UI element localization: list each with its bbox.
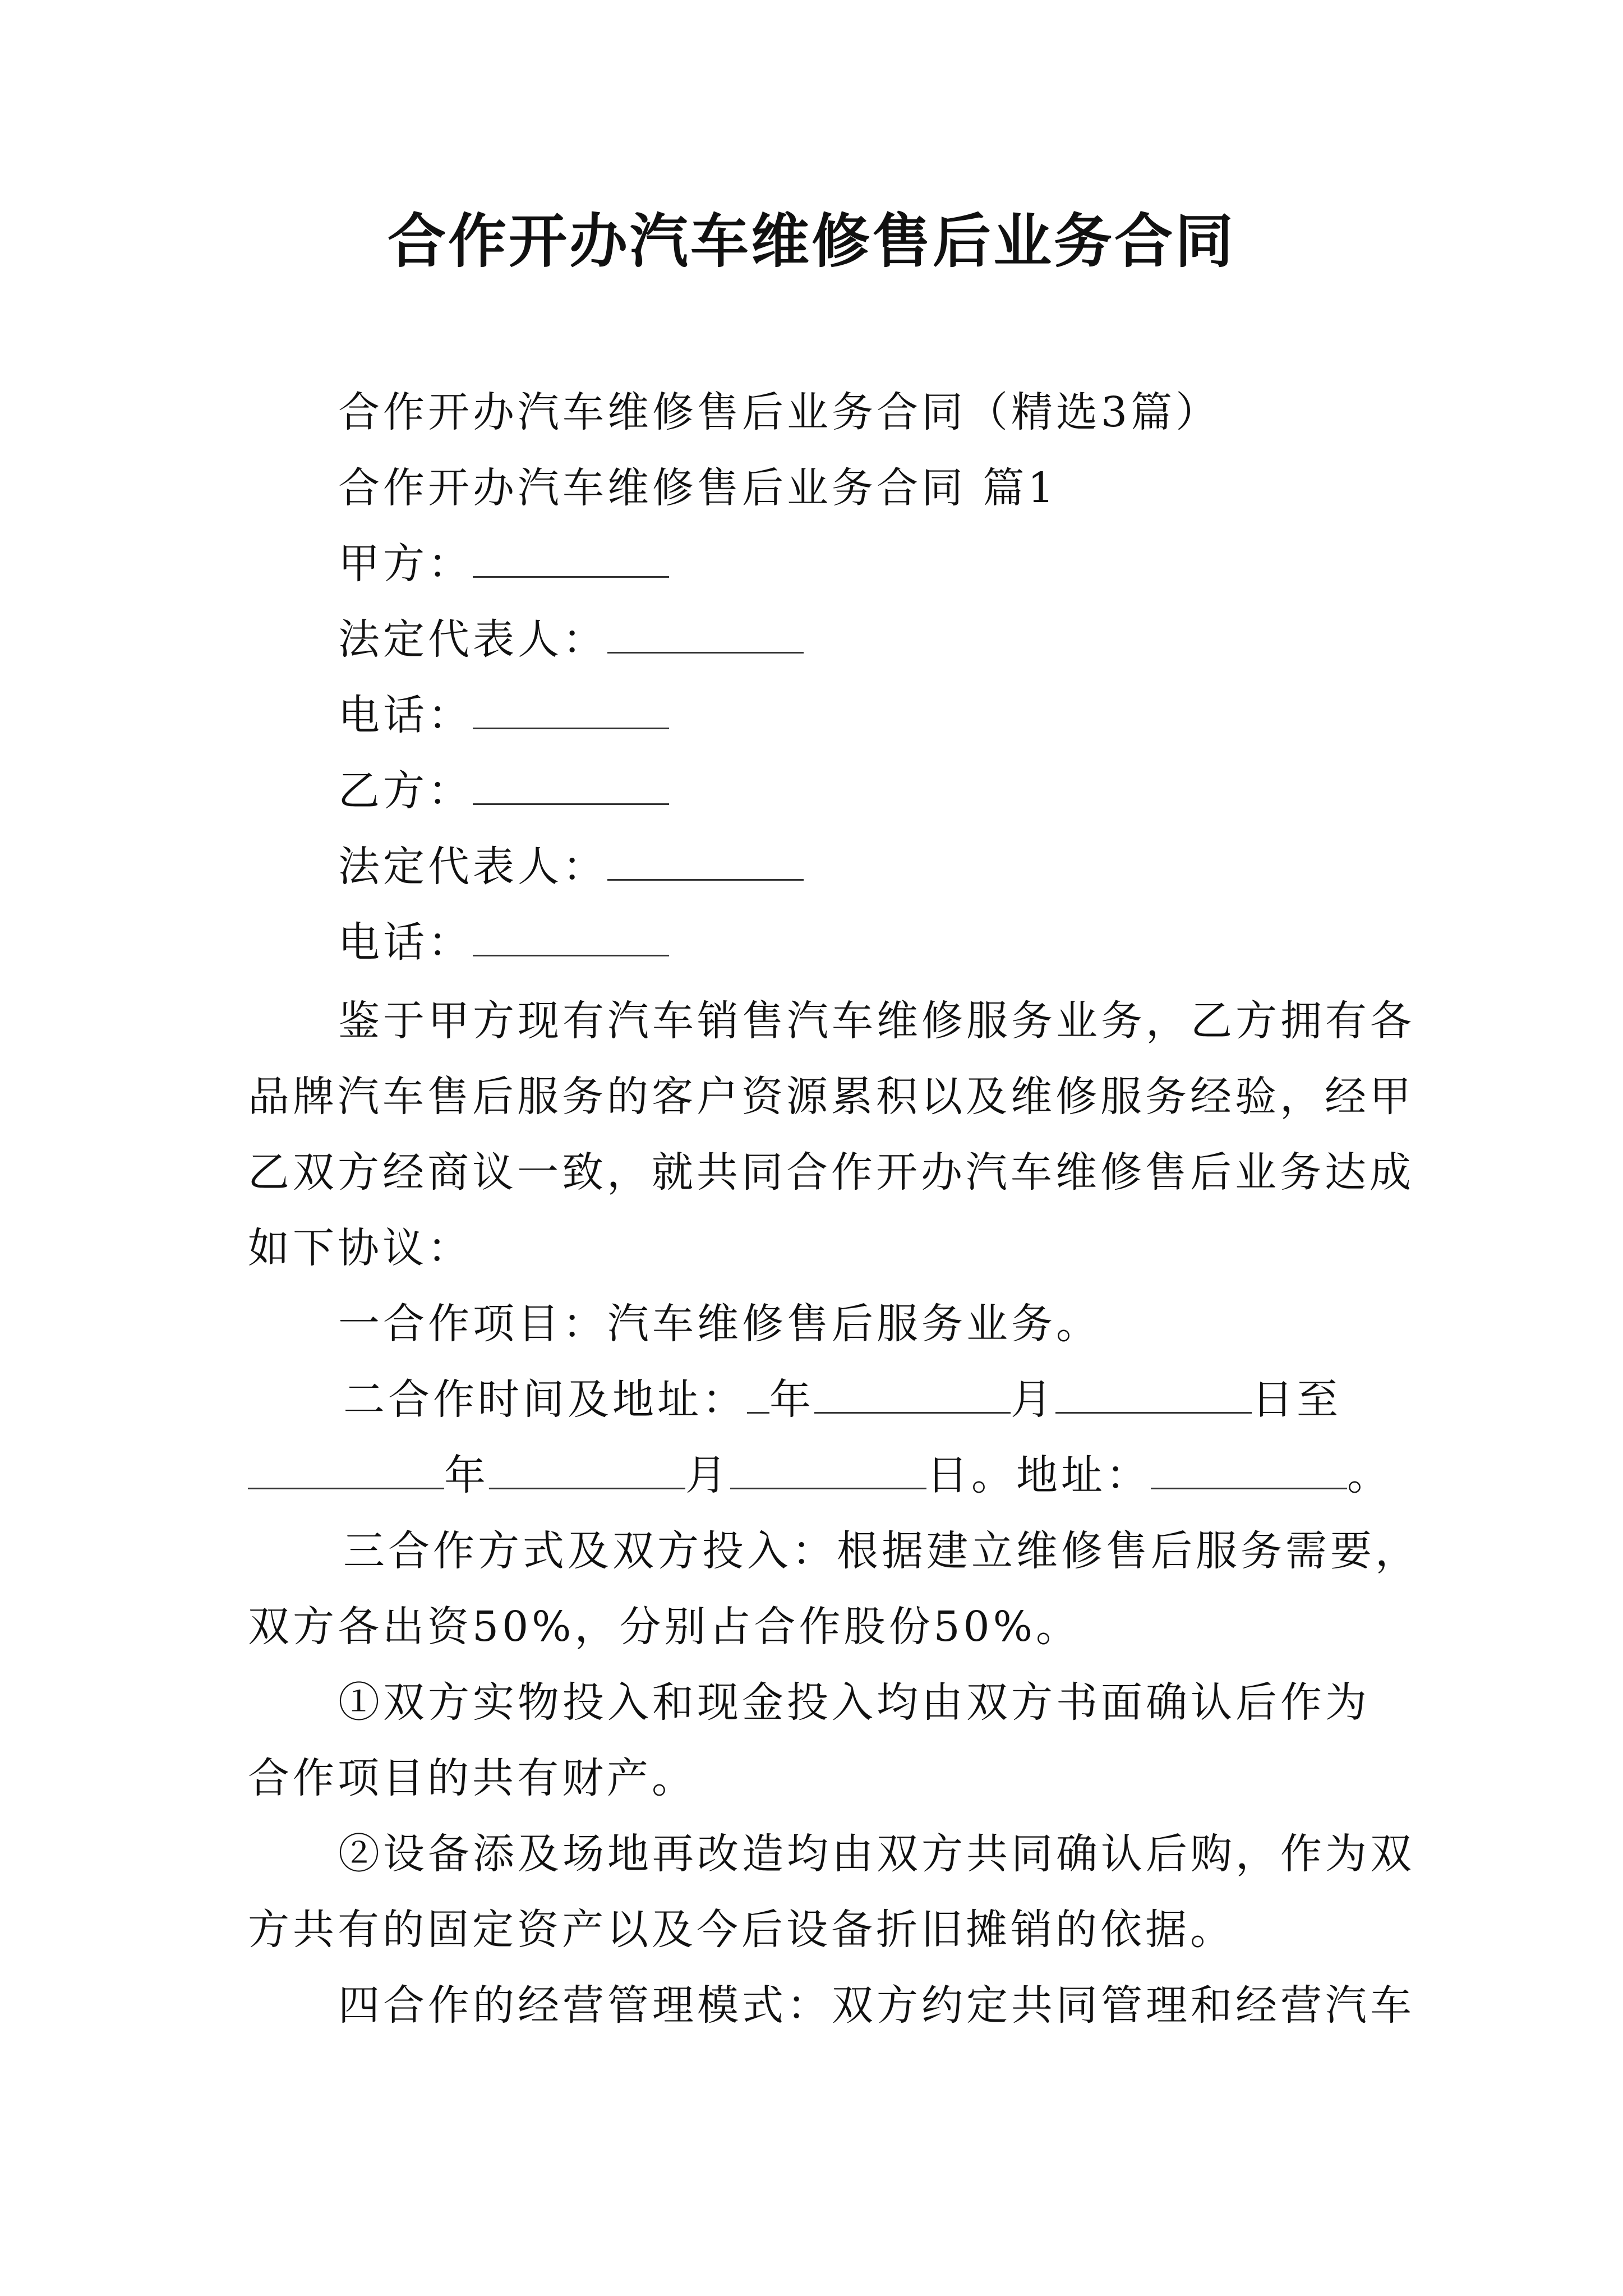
end-month-blank (489, 1448, 685, 1489)
year-blank (747, 1373, 769, 1414)
intro-line: 品牌汽车售后服务的客户资源累积以及维修服务经验，经甲 (248, 1073, 1414, 1121)
party-a-rep-blank (607, 613, 804, 654)
end-day-blank (730, 1448, 926, 1489)
end-day-label: 日。地址： (926, 1451, 1151, 1499)
clause-3-line: 双方各出资50%，分别占合作股份50%。 (248, 1603, 1081, 1651)
party-a-rep-field (338, 611, 804, 668)
party-b-phone-label: 电话： (338, 918, 473, 967)
clause-1: 一合作项目：汽车维修售后服务业务。 (338, 1300, 1101, 1348)
end-month-label: 月 (685, 1451, 730, 1499)
day-blank (1055, 1373, 1252, 1414)
intro-line: 如下协议： (248, 1224, 472, 1272)
clause-2-prefix: 二合作时间及地址： (343, 1375, 747, 1424)
party-a-phone-field (338, 687, 669, 743)
intro-line: 乙双方经商议一致，就共同合作开办汽车维修售后业务达成 (248, 1148, 1414, 1197)
clause-2-line-1 (343, 1372, 1341, 1428)
party-a-label: 甲方： (338, 540, 473, 588)
party-a-phone-label: 电话： (338, 691, 473, 739)
document-subtitle: 合作开办汽车维修售后业务合同（精选3篇） (338, 388, 1221, 436)
party-a-field (338, 536, 669, 592)
section-heading: 合作开办汽车维修售后业务合同 篇1 (338, 464, 1058, 512)
party-a-phone-blank (473, 688, 669, 729)
party-b-field (338, 763, 669, 819)
year-label: 年 (769, 1375, 814, 1424)
party-b-phone-blank (473, 915, 669, 956)
document-title: 合作开办汽车维修售后业务合同 (387, 206, 1235, 275)
item-2-line: ②设备添及场地再改造均由双方共同确认后购，作为双 (338, 1830, 1415, 1878)
party-b-label: 乙方： (338, 767, 473, 815)
month-blank (814, 1373, 1011, 1414)
clause-2-line-2 (248, 1447, 1392, 1503)
party-b-rep-field (338, 839, 804, 895)
party-b-rep-blank (607, 840, 804, 881)
clause-4: 四合作的经营管理模式：双方约定共同管理和经营汽车 (338, 1981, 1415, 2030)
item-2-line: 方共有的固定资产以及今后设备折旧摊销的依据。 (248, 1906, 1235, 1954)
party-b-rep-label: 法定代表人： (338, 843, 607, 891)
address-blank (1151, 1448, 1347, 1489)
party-b-phone-field (338, 914, 669, 970)
item-1-line: ①双方实物投入和现金投入均由双方书面确认后作为 (338, 1678, 1370, 1727)
party-a-rep-label: 法定代表人： (338, 615, 607, 664)
day-to-label: 日至 (1252, 1375, 1341, 1424)
party-a-blank (473, 537, 669, 578)
item-1-line: 合作项目的共有财产。 (248, 1754, 697, 1802)
intro-line: 鉴于甲方现有汽车销售汽车维修服务业务，乙方拥有各 (338, 997, 1415, 1045)
month-label: 月 (1011, 1375, 1055, 1424)
end-year-blank (248, 1448, 444, 1489)
end-year-label: 年 (444, 1451, 489, 1499)
clause-2-period: 。 (1347, 1451, 1392, 1499)
clause-3-line: 三合作方式及双方投入：根据建立维修售后服务需要， (343, 1527, 1420, 1575)
party-b-blank (473, 764, 669, 805)
